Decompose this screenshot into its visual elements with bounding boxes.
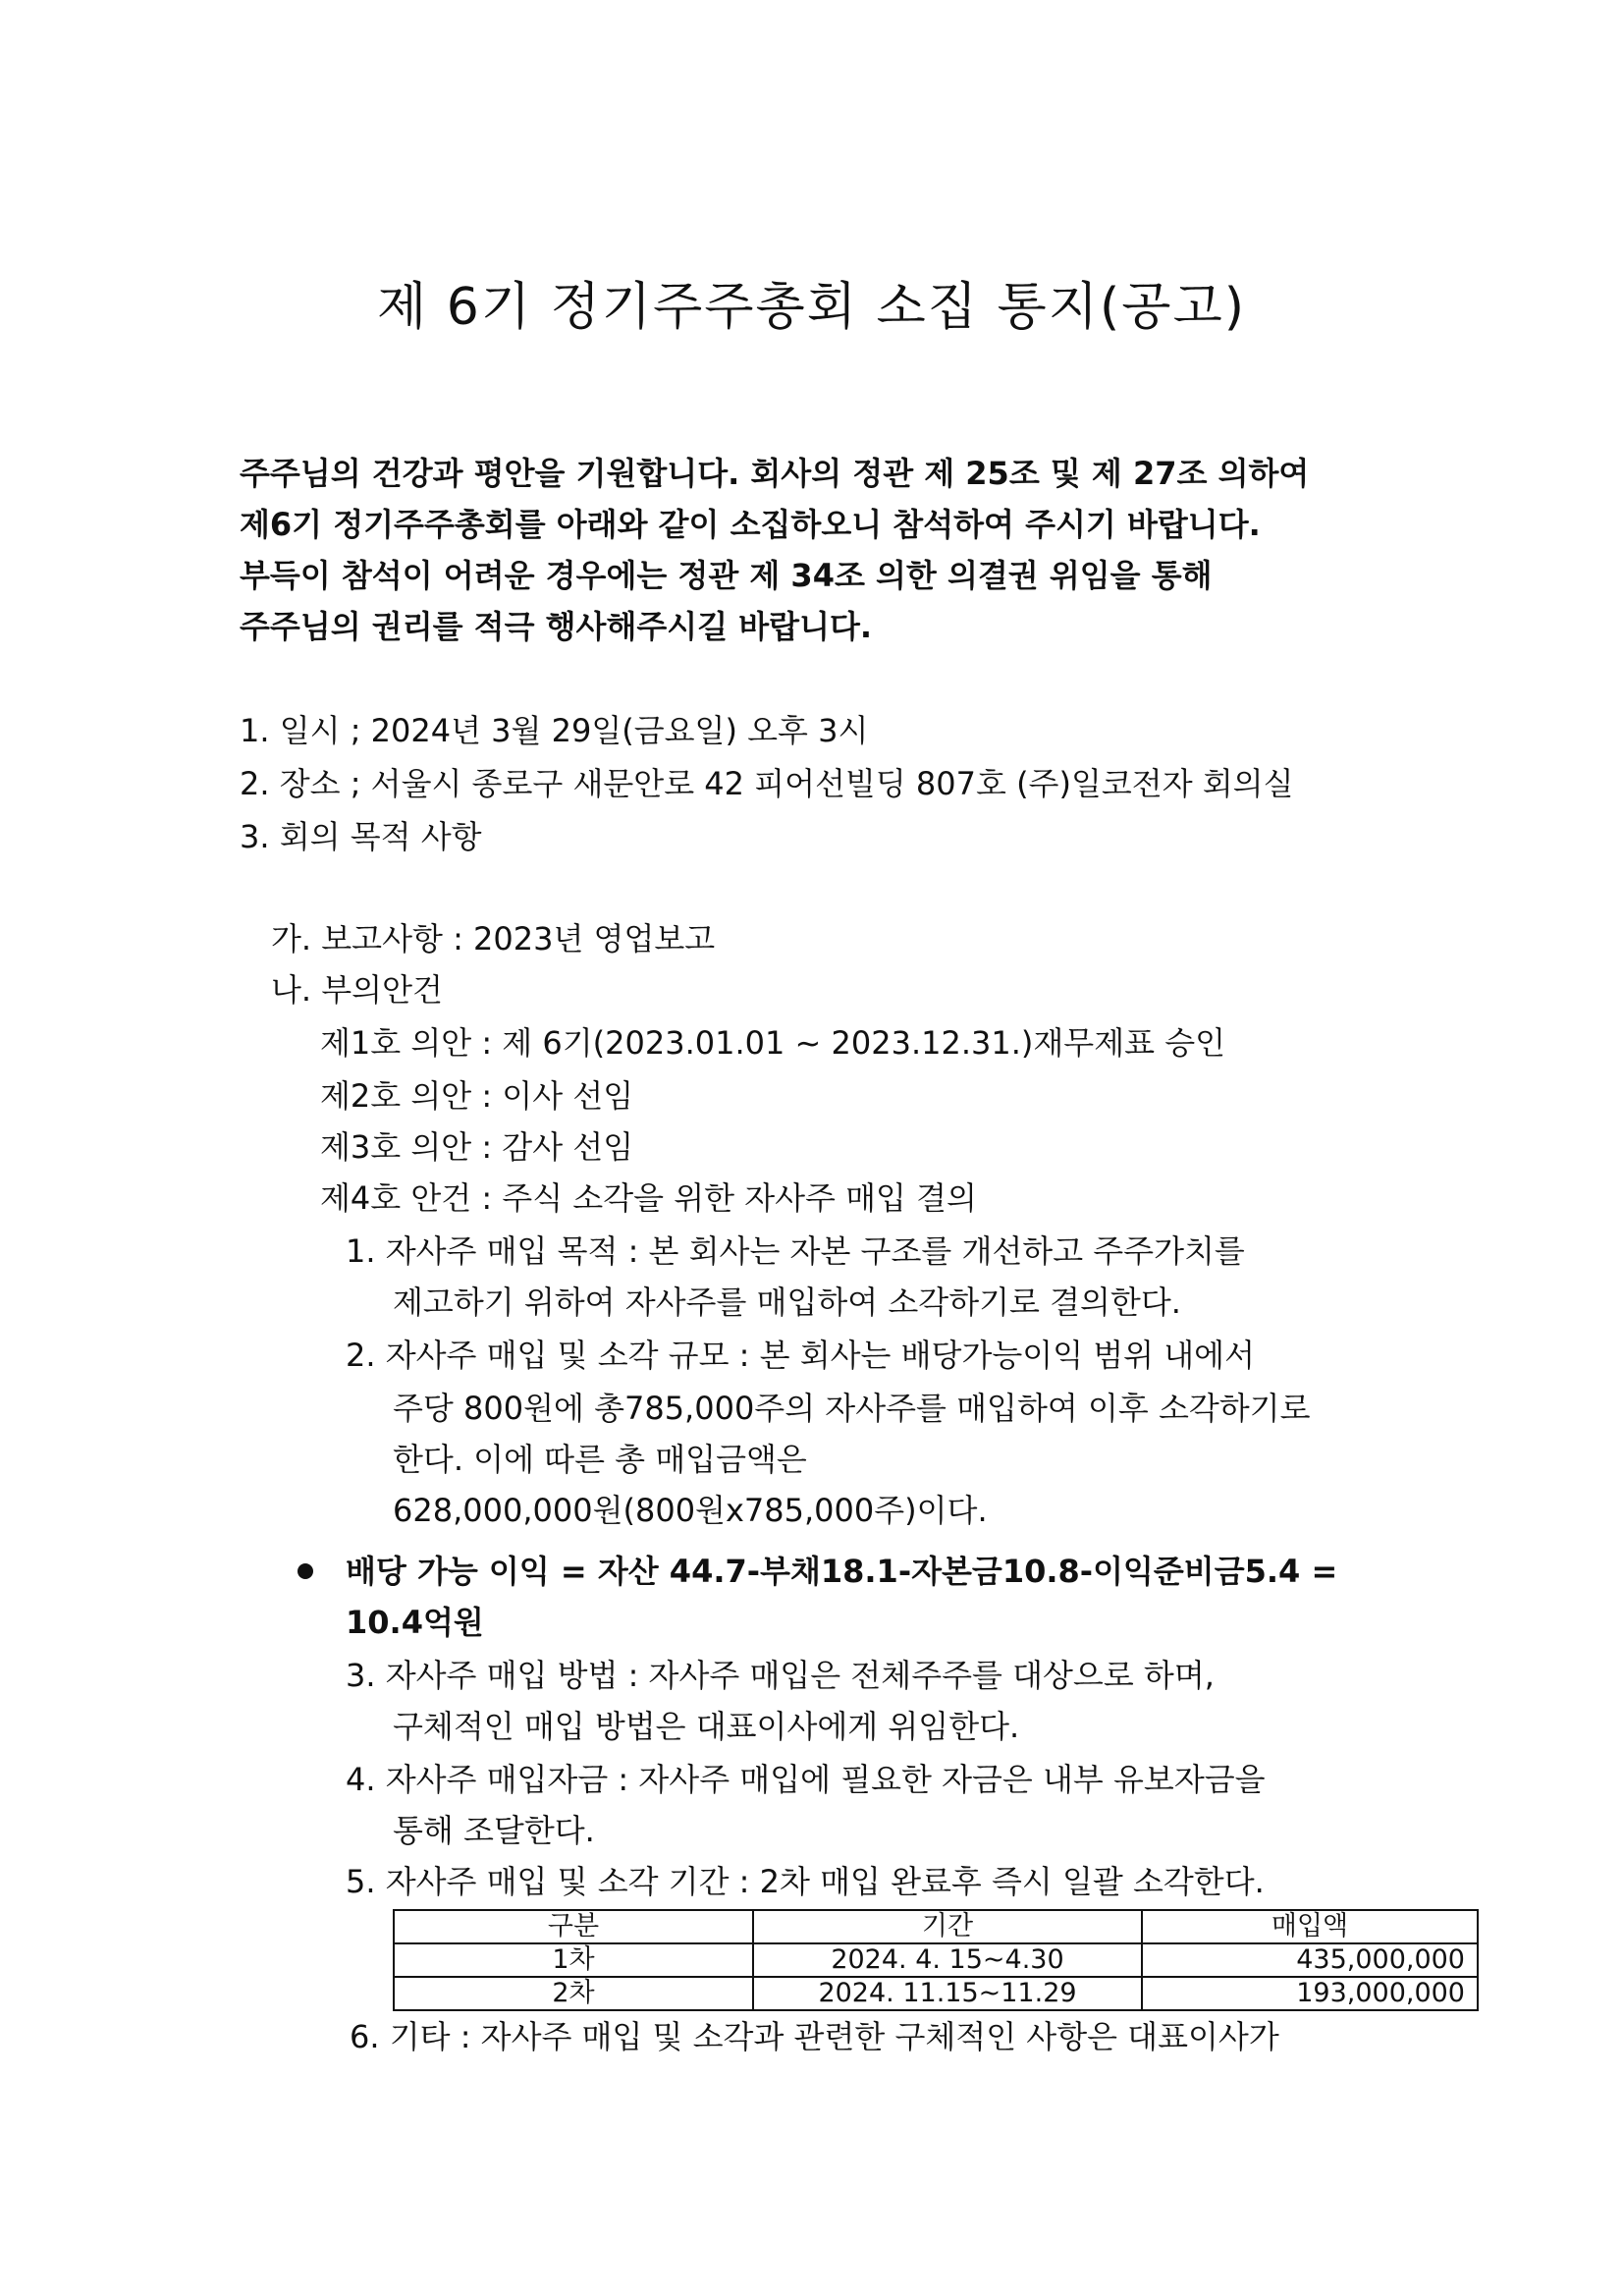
- table-row: [394, 1977, 1478, 2010]
- table-cell: 193,000,000: [1142, 1977, 1478, 2010]
- page-title: 제 6기 정기주주총회 소집 통지(공고): [376, 278, 1247, 337]
- table-cell: 1차: [394, 1943, 753, 1977]
- bullet-line-1: 배당 가능 이익 = 자산 44.7-부채18.1-자본금10.8-이익준비금5.4 =: [346, 1553, 1338, 1590]
- table-cell: 435,000,000: [1142, 1943, 1478, 1977]
- table-cell: 2차: [394, 1977, 753, 2010]
- table-header-cell: 기간: [753, 1910, 1142, 1943]
- sub-item-6: 6. 기타 : 자사주 매입 및 소각과 관련한 구체적인 사항은 대표이사가: [350, 2018, 1279, 2055]
- purchase-schedule-table: [393, 1909, 1479, 2011]
- sub-item-2-line-3: 한다. 이에 따른 총 매입금액은: [393, 1441, 807, 1478]
- bullet-dot-icon: [298, 1563, 313, 1579]
- intro-line-1: 주주님의 건강과 평안을 기원합니다. 회사의 정관 제 25조 및 제 27조 의하여: [240, 455, 1310, 492]
- agenda-item-4: 제4호 안건 : 주식 소각을 위한 자사주 매입 결의: [320, 1179, 977, 1217]
- sub-item-5: 5. 자사주 매입 및 소각 기간 : 2차 매입 완료후 즉시 일괄 소각한다.: [346, 1863, 1265, 1900]
- agenda-item-3: 제3호 의안 : 감사 선임: [320, 1128, 634, 1166]
- item-date: 1. 일시 ; 2024년 3월 29일(금요일) 오후 3시: [240, 712, 869, 749]
- sub-item-4-line-2: 통해 조달한다.: [393, 1812, 595, 1849]
- sub-item-2-line-4: 628,000,000원(800원x785,000주)이다.: [393, 1492, 988, 1529]
- agenda-heading: 나. 부의안건: [271, 971, 443, 1009]
- sub-item-3-line-2: 구체적인 매입 방법은 대표이사에게 위임한다.: [393, 1708, 1020, 1745]
- sub-item-3-line-1: 3. 자사주 매입 방법 : 자사주 매입은 전체주주를 대상으로 하며,: [346, 1657, 1215, 1694]
- table-header-cell: 구분: [394, 1910, 753, 1943]
- table-cell: 2024. 11.15~11.29: [753, 1977, 1142, 2010]
- sub-item-2-line-1: 2. 자사주 매입 및 소각 규모 : 본 회사는 배당가능이익 범위 내에서: [346, 1337, 1256, 1374]
- table-row: [394, 1943, 1478, 1977]
- table-header-cell: 매입액: [1142, 1910, 1478, 1943]
- item-place: 2. 장소 ; 서울시 종로구 새문안로 42 피어선빌딩 807호 (주)일코전자 회의실: [240, 765, 1294, 802]
- intro-line-2: 제6기 정기주주총회를 아래와 같이 소집하오니 참석하여 주시기 바랍니다.: [240, 506, 1261, 543]
- table-header-row: [394, 1910, 1478, 1943]
- item-purpose: 3. 회의 목적 사항: [240, 818, 482, 855]
- intro-line-4: 주주님의 권리를 적극 행사해주시길 바랍니다.: [240, 608, 873, 645]
- sub-item-1-line-2: 제고하기 위하여 자사주를 매입하여 소각하기로 결의한다.: [393, 1284, 1181, 1321]
- intro-line-3: 부득이 참석이 어려운 경우에는 정관 제 34조 의한 의결권 위임을 통해: [240, 557, 1213, 594]
- sub-item-2-line-2: 주당 800원에 총785,000주의 자사주를 매입하여 이후 소각하기로: [393, 1390, 1311, 1427]
- sub-item-4-line-1: 4. 자사주 매입자금 : 자사주 매입에 필요한 자금은 내부 유보자금을: [346, 1761, 1266, 1798]
- agenda-item-1: 제1호 의안 : 제 6기(2023.01.01 ~ 2023.12.31.)재무제표 승인: [320, 1024, 1226, 1062]
- table-cell: 2024. 4. 15~4.30: [753, 1943, 1142, 1977]
- bullet-line-2: 10.4억원: [346, 1604, 484, 1641]
- sub-item-1-line-1: 1. 자사주 매입 목적 : 본 회사는 자본 구조를 개선하고 주주가치를: [346, 1232, 1245, 1270]
- agenda-item-2: 제2호 의안 : 이사 선임: [320, 1077, 634, 1115]
- report-item: 가. 보고사항 : 2023년 영업보고: [271, 920, 716, 957]
